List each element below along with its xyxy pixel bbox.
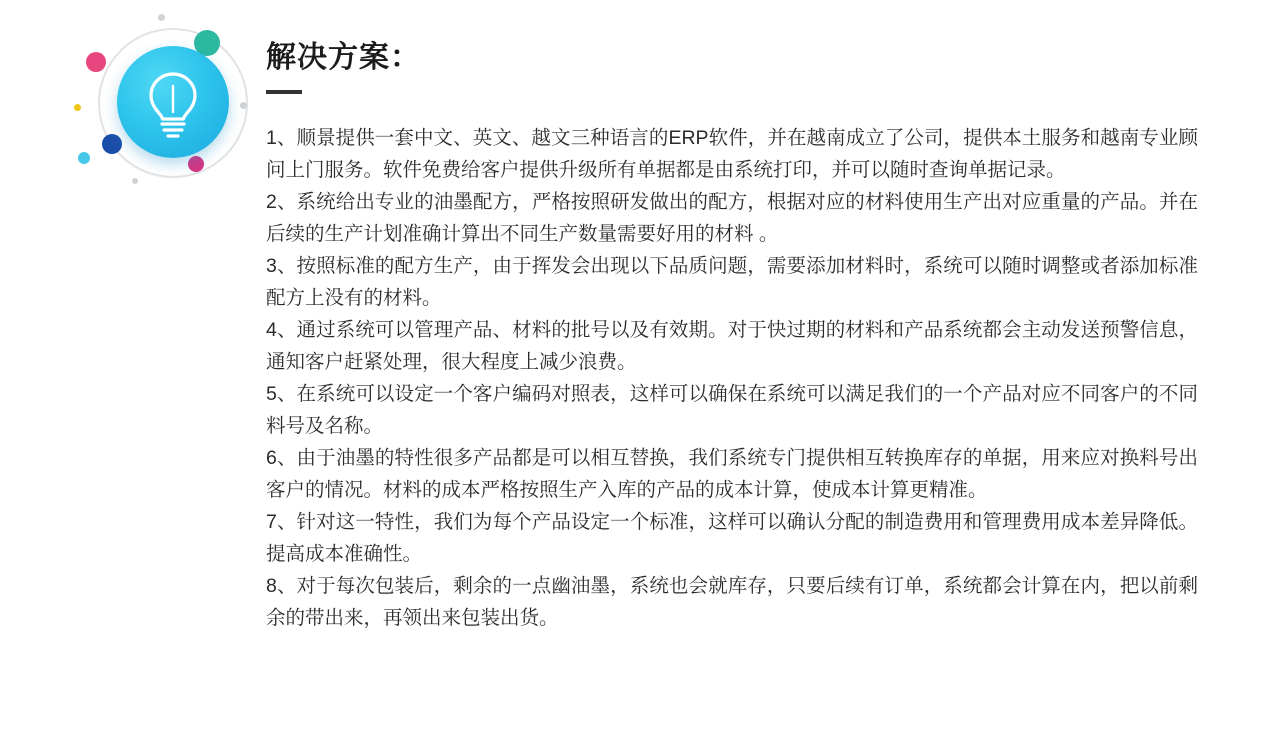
decorative-dot-cyan bbox=[78, 152, 90, 164]
decorative-dot-gray-top bbox=[158, 14, 165, 21]
solution-content bbox=[266, 40, 1198, 634]
solution-illustration bbox=[70, 10, 260, 190]
list-item: 8、对于每次包装后，剩余的一点幽油墨，系统也会就库存，只要后续有订单，系统都会计算在内，把以前剩余的带出来，再领出来包装出货。 bbox=[266, 575, 1198, 629]
list-item: 1、顺景提供一套中文、英文、越文三种语言的ERP软件，并在越南成立了公司，提供本土服务和越南专业顾问上门服务。软件免费给客户提供升级所有单据都是由系统打印，并可以随时查询单据记录。 bbox=[266, 127, 1198, 181]
decorative-dot-yellow bbox=[74, 104, 81, 111]
page-title: 解决方案： bbox=[266, 41, 421, 74]
list-item: 3、按照标准的配方生产，由于挥发会出现以下品质问题，需要添加材料时，系统可以随时调整或者添加标准配方上没有的材料。 bbox=[266, 255, 1198, 309]
list-item: 5、在系统可以设定一个客户编码对照表，这样可以确保在系统可以满足我们的一个产品对应不同客户的不同料号及名称。 bbox=[266, 383, 1198, 437]
decorative-dot-pink-bottom bbox=[188, 156, 204, 172]
lightbulb-badge bbox=[117, 46, 229, 158]
list-item: 7、针对这一特性，我们为每个产品设定一个标准，这样可以确认分配的制造费用和管理费用成本差异降低。提高成本准确性。 bbox=[266, 511, 1198, 565]
solution-list bbox=[266, 122, 1198, 634]
list-item: 6、由于油墨的特性很多产品都是可以相互替换，我们系统专门提供相互转换库存的单据，用来应对换料号出客户的情况。材料的成本严格按照生产入库的产品的成本计算，使成本计算更精准。 bbox=[266, 447, 1198, 501]
decorative-dot-gray-right bbox=[240, 102, 247, 109]
decorative-dot-gray-bottom bbox=[132, 178, 138, 184]
lightbulb-icon bbox=[117, 46, 229, 158]
list-item: 4、通过系统可以管理产品、材料的批号以及有效期。对于快过期的材料和产品系统都会主动发送预警信息，通知客户赶紧处理，很大程度上减少浪费。 bbox=[266, 319, 1198, 373]
list-item: 2、系统给出专业的油墨配方，严格按照研发做出的配方，根据对应的材料使用生产出对应重量的产品。并在后续的生产计划准确计算出不同生产数量需要好用的材料 。 bbox=[266, 191, 1198, 245]
title-underline bbox=[266, 90, 302, 94]
decorative-dot-pink-left bbox=[86, 52, 106, 72]
